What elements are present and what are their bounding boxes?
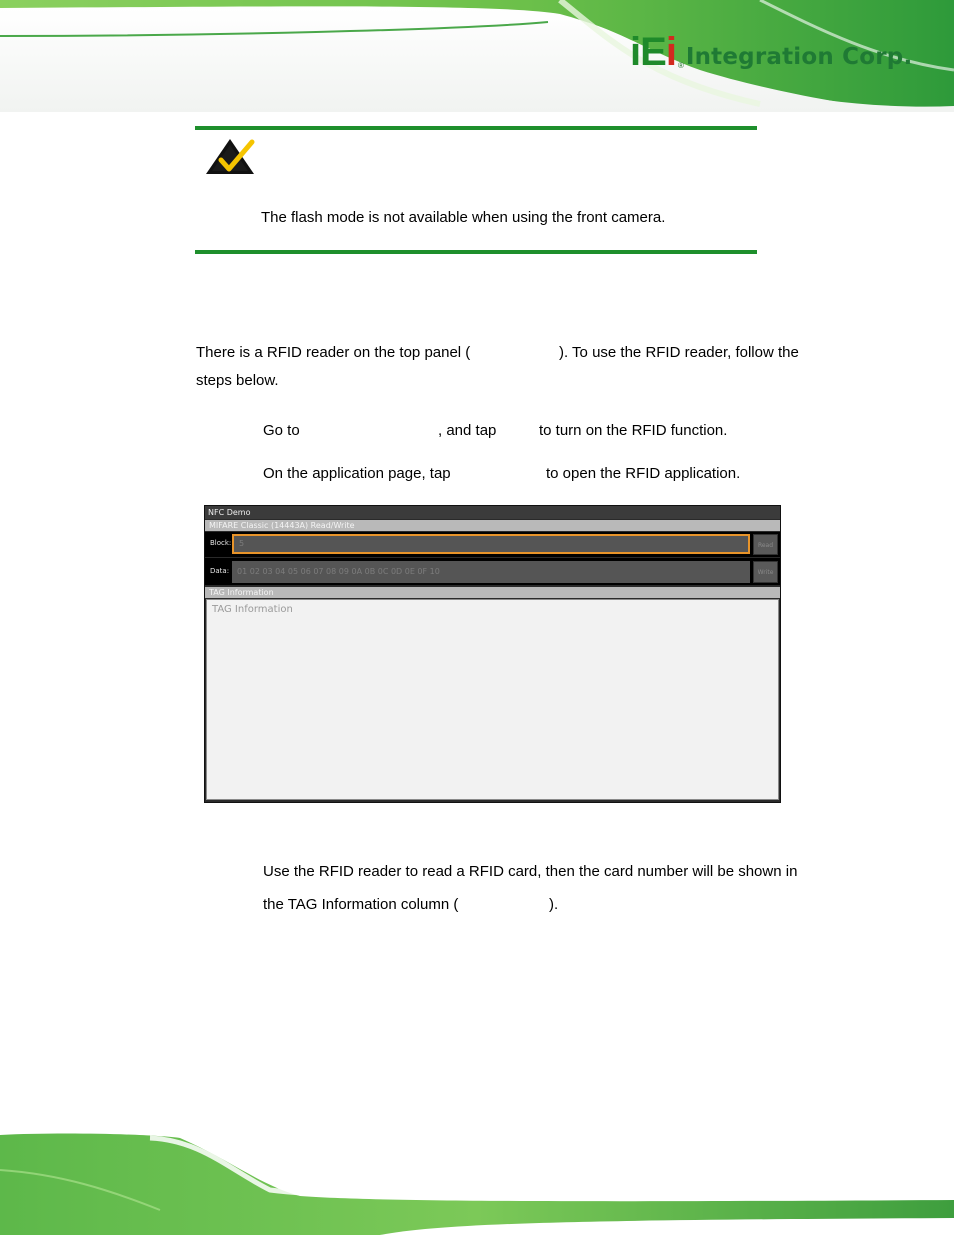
mifare-section-header: MIFARE Classic (14443A) Read/Write xyxy=(205,520,780,531)
nfc-app-title: NFC Demo xyxy=(205,506,780,519)
nfc-demo-screenshot xyxy=(204,505,781,803)
footer-banner xyxy=(0,1130,954,1235)
tag-information-placeholder: TAG Information xyxy=(212,604,293,615)
logo-text: Integration Corp. xyxy=(685,44,913,70)
logo-mark-i: i xyxy=(630,30,641,74)
data-label: Data: xyxy=(210,567,230,575)
intro-line1-end: ). To use the RFID reader, follow the xyxy=(559,344,799,361)
step1-and-tap: , and tap xyxy=(438,422,497,439)
data-input[interactable]: 01 02 03 04 05 06 07 08 09 0A 0B 0C 0D 0E 0F 10 xyxy=(232,561,750,583)
data-row xyxy=(205,558,780,585)
step3-line2-end: ). xyxy=(549,896,559,913)
step3-line1: Use the RFID reader to read a RFID card, then the card number will be shown in xyxy=(263,863,798,880)
step2-app-page: On the application page, tap xyxy=(263,465,451,482)
tag-information-area xyxy=(206,599,779,800)
step1-turn-on: to turn on the RFID function. xyxy=(539,422,728,439)
block-input[interactable]: 5 xyxy=(232,534,750,554)
note-bottom-rule xyxy=(195,250,757,254)
intro-line2: steps below. xyxy=(196,372,279,389)
write-button[interactable]: Write xyxy=(753,561,778,583)
note-text: The flash mode is not available when using the front camera. xyxy=(261,209,666,226)
logo-mark-i-red: i xyxy=(665,30,676,74)
read-button[interactable]: Read xyxy=(753,534,778,555)
block-row xyxy=(205,532,780,557)
tag-section-header: TAG Information xyxy=(205,587,780,598)
step1-go-to: Go to xyxy=(263,422,300,439)
step2-open-app: to open the RFID application. xyxy=(546,465,741,482)
registered-mark: ® xyxy=(677,61,684,70)
step3-line2-start: the TAG Information column ( xyxy=(263,896,459,913)
checkmark-note-icon xyxy=(204,136,256,176)
block-label: Block: xyxy=(210,539,232,547)
company-logo xyxy=(630,26,912,72)
logo-mark-e: E xyxy=(640,30,666,74)
intro-line1-start: There is a RFID reader on the top panel ( xyxy=(196,344,471,361)
note-top-rule xyxy=(195,126,757,130)
